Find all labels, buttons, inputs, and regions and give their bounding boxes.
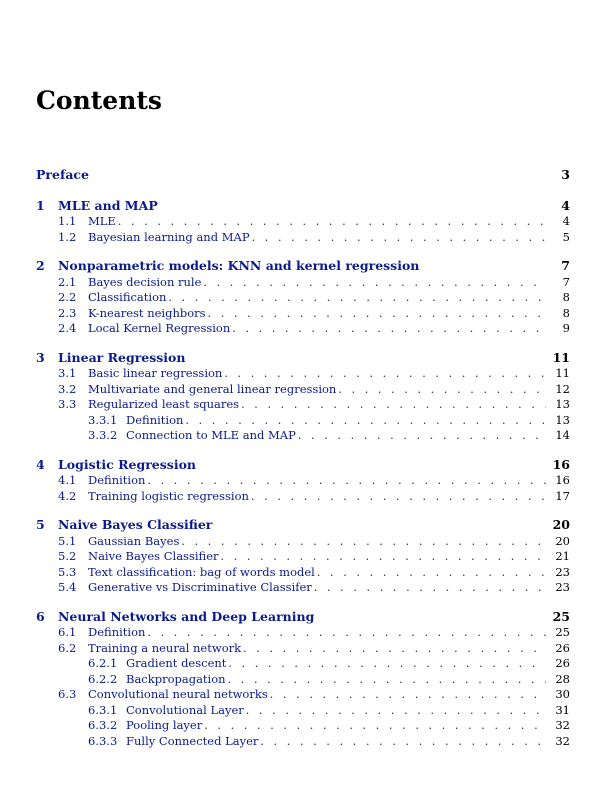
toc-chapter-number: 1: [36, 197, 45, 213]
toc-entry-label: Classification: [88, 290, 167, 304]
toc-section-entry[interactable]: [36, 230, 570, 246]
toc-entry-page: 26: [555, 656, 570, 670]
toc-chapters: [36, 198, 570, 750]
toc-entry-label: Gradient descent: [126, 656, 227, 670]
toc-chapter-block: [36, 198, 570, 246]
toc-entry-label: Regularized least squares: [88, 397, 240, 411]
toc-entry-label: Pooling layer: [126, 718, 203, 732]
toc-entry-number: 2.4: [58, 321, 77, 335]
leader-dots: [314, 580, 546, 596]
toc-entry-page: 23: [555, 564, 570, 579]
toc-entry-number: 6.3: [58, 687, 77, 701]
leader-dots: [241, 397, 546, 413]
leader-dots: [203, 275, 546, 291]
toc-chapter-number: 4: [36, 456, 45, 472]
toc-section-entry[interactable]: [36, 290, 570, 306]
toc-entry-page: 13: [555, 397, 570, 411]
toc-entry-label: Preface: [36, 167, 89, 182]
leader-dots: [246, 703, 546, 719]
toc-entry-label: Definition: [126, 412, 184, 427]
toc-chapter-entry[interactable]: [36, 517, 570, 533]
toc-entry-label: Convolutional neural networks: [88, 687, 268, 701]
leader-dots: [224, 366, 546, 382]
toc-section-entry[interactable]: [36, 397, 570, 413]
toc-chapter-block: [36, 517, 570, 596]
toc-entry-number: 2.2: [58, 290, 77, 304]
toc-entry-label: Training a neural network: [88, 640, 242, 655]
leader-dots: [232, 321, 546, 337]
toc-entry-page: 3: [561, 167, 570, 182]
toc-chapter-label: Neural Networks and Deep Learning: [58, 608, 315, 624]
toc-chapter-block: [36, 350, 570, 444]
toc-entry-number: 6.3.1: [88, 702, 118, 717]
leader-dots: [251, 489, 546, 505]
toc-entry-number: 2.3: [58, 305, 77, 320]
toc-entry-label: MLE: [88, 214, 116, 228]
toc-section-entry[interactable]: [36, 214, 570, 230]
toc-section-entry[interactable]: [36, 489, 570, 505]
leader-dots: [260, 734, 546, 750]
toc-entry-number: 5.4: [58, 580, 77, 594]
toc-entry-number: 5.2: [58, 549, 77, 563]
toc-section-entry[interactable]: [36, 366, 570, 382]
leader-dots: [204, 718, 546, 734]
toc-chapter-block: [36, 609, 570, 750]
toc-entry-page: 7: [562, 274, 570, 289]
leader-dots: [298, 428, 546, 444]
toc-subsection-entry[interactable]: [36, 718, 570, 734]
toc-entry-number: 4.1: [58, 473, 77, 487]
toc-section-entry[interactable]: [36, 580, 570, 596]
toc-chapter-label: Linear Regression: [58, 349, 186, 365]
toc-entry-label: Definition: [88, 625, 146, 639]
table-of-contents: [36, 167, 570, 762]
toc-chapter-entry[interactable]: [36, 198, 570, 214]
toc-entry-label: Bayes decision rule: [88, 274, 202, 289]
leader-dots: [243, 641, 546, 657]
toc-section-entry[interactable]: [36, 625, 570, 641]
toc-entry-page: 14: [555, 428, 570, 442]
toc-chapter-page: 25: [552, 608, 570, 624]
toc-entry-label: Naive Bayes Classifier: [88, 549, 219, 563]
toc-entry-label: Convolutional Layer: [126, 702, 244, 717]
toc-section-entry[interactable]: [36, 275, 570, 291]
toc-entry-page: 5: [562, 229, 570, 244]
toc-chapter-number: 3: [36, 349, 45, 365]
toc-entry-number: 6.2.1: [88, 656, 118, 670]
toc-entry-page: 11: [555, 366, 570, 380]
toc-entry-page: 32: [555, 733, 570, 748]
toc-entry-page: 17: [555, 488, 570, 503]
toc-entry-number: 5.1: [58, 533, 77, 548]
toc-entry-page: 13: [555, 412, 570, 427]
toc-entry-page: 8: [562, 290, 570, 304]
toc-chapter-entry[interactable]: [36, 350, 570, 366]
toc-subsection-entry[interactable]: [36, 428, 570, 444]
toc-chapter-label: Nonparametric models: KNN and kernel regression: [58, 258, 420, 273]
toc-subsection-entry[interactable]: [36, 734, 570, 750]
toc-entry-page: 28: [555, 671, 570, 686]
toc-entry-page: 26: [555, 640, 570, 655]
toc-entry-number: 5.3: [58, 564, 77, 579]
toc-entry-page: 30: [555, 687, 570, 701]
toc-chapter-label: Logistic Regression: [58, 456, 197, 472]
leader-dots: [181, 534, 546, 550]
toc-chapter-entry[interactable]: [36, 609, 570, 625]
leader-dots: [270, 687, 546, 703]
toc-entry-number: 3.1: [58, 366, 77, 380]
toc-entry-number: 6.1: [58, 625, 77, 639]
toc-section-entry[interactable]: [36, 382, 570, 398]
toc-entry-label: Connection to MLE and MAP: [126, 428, 296, 442]
toc-chapter-label: Naive Bayes Classifier: [58, 517, 213, 532]
toc-subsection-entry[interactable]: [36, 672, 570, 688]
toc-chapter-page: 7: [561, 258, 570, 273]
leader-dots: [228, 672, 546, 688]
toc-preface-entry[interactable]: [36, 167, 570, 183]
toc-entry-page: 31: [555, 702, 570, 717]
toc-entry-page: 9: [562, 321, 570, 335]
toc-entry-number: 1.2: [58, 229, 77, 244]
toc-section-entry[interactable]: [36, 473, 570, 489]
toc-section-entry[interactable]: [36, 641, 570, 657]
toc-entry-number: 3.3: [58, 397, 77, 411]
toc-entry-number: 1.1: [58, 214, 77, 228]
toc-entry-number: 6.2: [58, 640, 77, 655]
leader-dots: [228, 656, 546, 672]
toc-entry-page: 32: [555, 718, 570, 732]
toc-entry-number: 2.1: [58, 274, 77, 289]
toc-entry-page: 25: [555, 625, 570, 639]
toc-section-entry[interactable]: [36, 549, 570, 565]
toc-section-entry[interactable]: [36, 565, 570, 581]
toc-entry-page: 12: [555, 381, 570, 396]
toc-entry-number: 3.3.2: [88, 428, 118, 442]
toc-entry-page: 16: [555, 473, 570, 487]
toc-entry-page: 8: [562, 305, 570, 320]
toc-entry-number: 4.2: [58, 488, 77, 503]
toc-entry-page: 23: [555, 580, 570, 594]
toc-section-entry[interactable]: [36, 534, 570, 550]
toc-section-entry[interactable]: [36, 306, 570, 322]
toc-entry-label: Bayesian learning and MAP: [88, 229, 250, 244]
toc-entry-number: 3.2: [58, 381, 77, 396]
toc-entry-page: 20: [555, 533, 570, 548]
toc-subsection-entry[interactable]: [36, 413, 570, 429]
toc-chapter-page: 20: [552, 517, 570, 532]
toc-entry-page: 4: [562, 214, 570, 228]
toc-entry-label: Multivariate and general linear regression: [88, 381, 337, 396]
toc-entry-number: 6.2.2: [88, 671, 118, 686]
toc-chapter-number: 6: [36, 608, 45, 624]
toc-entry-label: Definition: [88, 473, 146, 487]
toc-chapter-label: MLE and MAP: [58, 197, 158, 213]
toc-entry-label: K-nearest neighbors: [88, 305, 206, 320]
toc-chapter-block: [36, 457, 570, 505]
leader-dots: [317, 565, 546, 581]
leader-dots: [147, 625, 546, 641]
page-title: Contents: [36, 86, 163, 115]
toc-subsection-entry[interactable]: [36, 656, 570, 672]
toc-entry-label: Fully Connected Layer: [126, 733, 259, 748]
leader-dots: [338, 382, 546, 398]
toc-chapter-page: 4: [561, 197, 570, 213]
toc-entry-page: 21: [555, 549, 570, 563]
leader-dots: [168, 290, 546, 306]
toc-chapter-page: 11: [552, 349, 570, 365]
leader-dots: [118, 214, 546, 230]
toc-chapter-block: [36, 258, 570, 337]
toc-section-entry[interactable]: [36, 321, 570, 337]
toc-entry-number: 6.3.2: [88, 718, 118, 732]
toc-entry-label: Local Kernel Regression: [88, 321, 231, 335]
toc-chapter-entry[interactable]: [36, 258, 570, 274]
leader-dots: [185, 413, 546, 429]
toc-chapter-number: 5: [36, 517, 45, 532]
toc-entry-label: Training logistic regression: [88, 488, 249, 503]
toc-entry-label: Text classification: bag of words model: [88, 564, 315, 579]
toc-section-entry[interactable]: [36, 687, 570, 703]
toc-entry-label: Gaussian Bayes: [88, 533, 180, 548]
leader-dots: [147, 473, 546, 489]
leader-dots: [208, 306, 546, 322]
toc-entry-label: Generative vs Discriminative Classifer: [88, 580, 312, 594]
toc-entry-number: 3.3.1: [88, 412, 118, 427]
leader-dots: [221, 549, 546, 565]
toc-subsection-entry[interactable]: [36, 703, 570, 719]
leader-dots: [252, 230, 546, 246]
toc-chapter-entry[interactable]: [36, 457, 570, 473]
toc-entry-number: 6.3.3: [88, 733, 118, 748]
toc-entry-label: Backpropagation: [126, 671, 226, 686]
toc-entry-label: Basic linear regression: [88, 366, 223, 380]
toc-chapter-page: 16: [552, 456, 570, 472]
toc-chapter-number: 2: [36, 258, 45, 273]
